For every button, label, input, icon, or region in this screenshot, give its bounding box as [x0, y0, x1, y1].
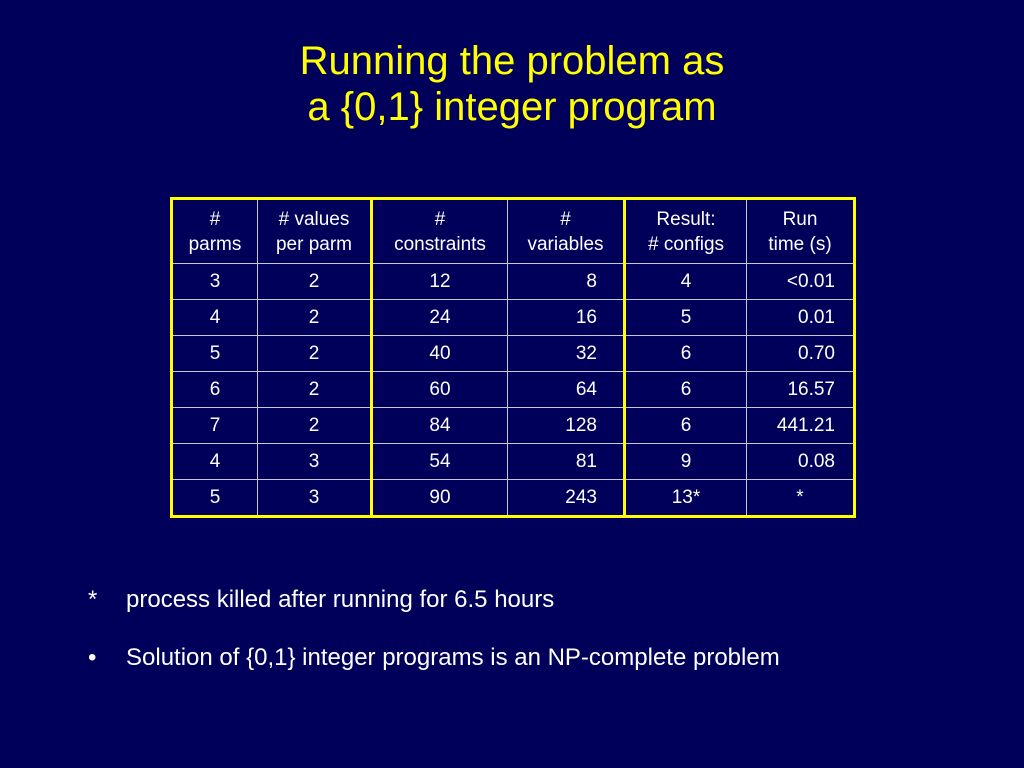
header-runtime-line-2: time (s): [768, 233, 832, 255]
table-header-row: [172, 199, 855, 264]
cell-configs: 6: [625, 408, 747, 444]
cell-parms: 4: [172, 444, 258, 480]
cell-constraints: 60: [372, 372, 508, 408]
cell-run-time: <0.01: [747, 264, 855, 300]
header-parms-line-2: parms: [188, 233, 242, 255]
header-result-line-2: # configs: [647, 233, 725, 255]
cell-variables: 64: [508, 372, 625, 408]
table-row: [172, 444, 855, 480]
cell-variables: 32: [508, 336, 625, 372]
cell-run-time: 441.21: [747, 408, 855, 444]
header-run-time: [747, 199, 855, 264]
cell-configs: 9: [625, 444, 747, 480]
cell-values-per-parm: 2: [258, 336, 372, 372]
cell-values-per-parm: 2: [258, 408, 372, 444]
notes-list: [88, 586, 780, 678]
cell-configs: 6: [625, 336, 747, 372]
cell-configs: 5: [625, 300, 747, 336]
header-values-line-1: # values: [278, 208, 350, 230]
header-runtime-line-1: Run: [782, 208, 818, 230]
cell-values-per-parm: 2: [258, 300, 372, 336]
cell-run-time: 0.01: [747, 300, 855, 336]
table-row: [172, 300, 855, 336]
cell-parms: 6: [172, 372, 258, 408]
cell-variables: 243: [508, 480, 625, 517]
results-table: [170, 197, 856, 518]
note-text: Solution of {0,1} integer programs is an NP-complete problem: [126, 644, 780, 671]
cell-constraints: 90: [372, 480, 508, 517]
slide-title: [0, 38, 1024, 130]
table-row: [172, 264, 855, 300]
cell-run-time: 0.08: [747, 444, 855, 480]
title-line-1: Running the problem as: [299, 39, 725, 83]
cell-constraints: 54: [372, 444, 508, 480]
cell-values-per-parm: 3: [258, 480, 372, 517]
cell-constraints: 84: [372, 408, 508, 444]
cell-variables: 128: [508, 408, 625, 444]
header-result-line-1: Result:: [656, 208, 716, 230]
note-text: process killed after running for 6.5 hours: [126, 586, 555, 613]
cell-parms: 3: [172, 264, 258, 300]
cell-configs: 4: [625, 264, 747, 300]
cell-constraints: 24: [372, 300, 508, 336]
list-item: [88, 644, 780, 678]
list-item: [88, 586, 780, 620]
table-row: [172, 372, 855, 408]
cell-constraints: 40: [372, 336, 508, 372]
title-line-2: a {0,1} integer program: [307, 85, 717, 129]
header-variables: [508, 199, 625, 264]
asterisk-marker: *: [88, 586, 98, 613]
header-values-line-2: per parm: [275, 233, 353, 255]
header-variables-line-2: variables: [527, 233, 604, 255]
table-row: [172, 336, 855, 372]
header-constraints-line-1: #: [434, 208, 446, 230]
cell-parms: 7: [172, 408, 258, 444]
cell-parms: 4: [172, 300, 258, 336]
header-parms: [172, 199, 258, 264]
header-parms-line-1: #: [209, 208, 221, 230]
header-constraints: [372, 199, 508, 264]
table-row: [172, 408, 855, 444]
cell-parms: 5: [172, 480, 258, 517]
header-values-per-parm: [258, 199, 372, 264]
cell-run-time: 0.70: [747, 336, 855, 372]
cell-variables: 16: [508, 300, 625, 336]
cell-configs: 13*: [625, 480, 747, 517]
header-result-configs: [625, 199, 747, 264]
results-table-container: [170, 197, 856, 518]
cell-variables: 81: [508, 444, 625, 480]
bullet-marker: •: [88, 644, 97, 671]
cell-values-per-parm: 2: [258, 372, 372, 408]
header-variables-line-1: #: [560, 208, 571, 230]
cell-run-time: 16.57: [747, 372, 855, 408]
cell-values-per-parm: 2: [258, 264, 372, 300]
cell-configs: 6: [625, 372, 747, 408]
cell-constraints: 12: [372, 264, 508, 300]
cell-values-per-parm: 3: [258, 444, 372, 480]
cell-run-time: *: [747, 480, 855, 517]
table-row: [172, 480, 855, 517]
cell-variables: 8: [508, 264, 625, 300]
cell-parms: 5: [172, 336, 258, 372]
header-constraints-line-2: constraints: [394, 233, 486, 255]
